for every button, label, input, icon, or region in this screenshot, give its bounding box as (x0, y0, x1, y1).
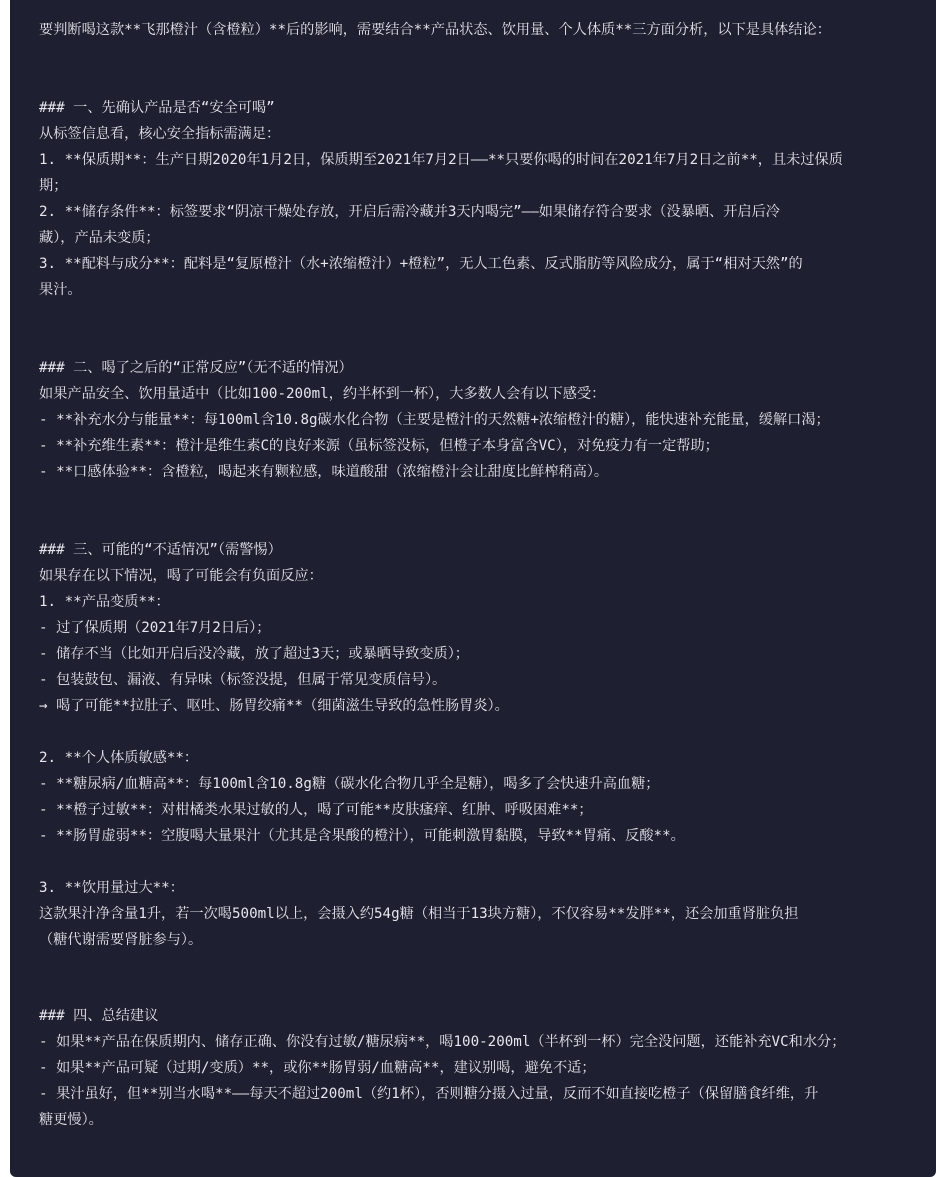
text-line: 这款果汁净含量1升，若一次喝500ml以上，会摄入约54g糖（相当于13块方糖），不仅容易**发胖**，还会加重肾脏负担 (39, 906, 799, 922)
arrow-line: → 喝了可能**拉肚子、呕吐、肠胃绞痛**（细菌滋生导致的急性肠胃炎）。 (39, 698, 509, 714)
text-line: 如果产品安全、饮用量适中（比如100-200ml，约半杯到一杯），大多数人会有以下感受： (39, 386, 606, 402)
text-line: （糖代谢需要肾脏参与）。 (39, 932, 203, 948)
list-item-cont: 期； (39, 178, 68, 194)
markdown-content (39, 0, 929, 1128)
list-item: - 如果**产品可疑（过期/变质）**，或你**肠胃弱/血糖高**，建议别喝，避免不适； (39, 1060, 596, 1076)
list-item: - 果汁虽好，但**别当水喝**——每天不超过200ml（约1杯），否则糖分摄入过量，反而不如直接吃橙子（保留膳食纤维，升 (39, 1086, 819, 1102)
list-item: 2. **储存条件**：标签要求“阴凉干燥处存放，开启后需冷藏并3天内喝完”——如果储存符合要求（没暴晒、开启后冷 (39, 204, 780, 220)
list-item: 1. **保质期**：生产日期2020年1月2日，保质期至2021年7月2日——**只要你喝的时间在2021年7月2日之前**，且未过保质 (39, 152, 843, 168)
text-line: 如果存在以下情况，喝了可能会有负面反应： (39, 568, 323, 584)
section-heading-3: ### 三、可能的“不适情况”（需警惕） (39, 542, 282, 558)
sub-list-item: - **糖尿病/血糖高**：每100ml含10.8g糖（碳水化合物几乎全是糖），喝多了会快速升高血糖； (39, 776, 660, 792)
section-heading-1: ### 一、先确认产品是否“安全可喝” (39, 100, 275, 116)
list-item-cont: 藏），产品未变质； (39, 230, 160, 246)
list-item: - **补充维生素**：橙汁是维生素C的良好来源（虽标签没标，但橙子本身富含VC），对免疫力有一定帮助； (39, 438, 719, 454)
markdown-panel (10, 0, 936, 1177)
list-item: - **口感体验**：含橙粒，喝起来有颗粒感，味道酸甜（浓缩橙汁会让甜度比鲜榨稍高）。 (39, 464, 609, 480)
list-item-cont: 糖更慢）。 (39, 1112, 103, 1128)
list-item: 3. **配料与成分**：配料是“复原橙汁（水+浓缩橙汁）+橙粒”，无人工色素、反式脂肪等风险成分，属于“相对天然”的 (39, 256, 803, 272)
sub-list-item: - 过了保质期（2021年7月2日后）； (39, 620, 271, 636)
intro-line: 要判断喝这款**飞那橙汁（含橙粒）**后的影响，需要结合**产品状态、饮用量、个人体质**三方面分析，以下是具体结论： (39, 22, 831, 38)
section-heading-2: ### 二、喝了之后的“正常反应”（无不适的情况） (39, 360, 353, 376)
text-line: 从标签信息看，核心安全指标需满足： (39, 126, 281, 142)
sub-list-item: - **橙子过敏**：对柑橘类水果过敏的人，喝了可能**皮肤瘙痒、红肿、呼吸困难**； (39, 802, 593, 818)
list-item: - **补充水分与能量**：每100ml含10.8g碳水化合物（主要是橙汁的天然糖+浓缩橙汁的糖），能快速补充能量，缓解口渴； (39, 412, 830, 428)
list-item: 2. **个人体质敏感**： (39, 750, 199, 766)
sub-list-item: - 储存不当（比如开启后没冷藏，放了超过3天；或暴晒导致变质）； (39, 646, 469, 662)
list-item: 3. **饮用量过大**： (39, 880, 184, 896)
section-heading-4: ### 四、总结建议 (39, 1008, 159, 1024)
sub-list-item: - 包装鼓包、漏液、有异味（标签没提，但属于常见变质信号）。 (39, 672, 447, 688)
sub-list-item: - **肠胃虚弱**：空腹喝大量果汁（尤其是含果酸的橙汁），可能刺激胃黏膜，导致**胃痛、反酸**。 (39, 828, 685, 844)
list-item: 1. **产品变质**： (39, 594, 170, 610)
list-item: - 如果**产品在保质期内、储存正确、你没有过敏/糖尿病**，喝100-200ml（半杯到一杯）完全没问题，还能补充VC和水分； (39, 1034, 846, 1050)
list-item-cont: 果汁。 (39, 282, 82, 298)
